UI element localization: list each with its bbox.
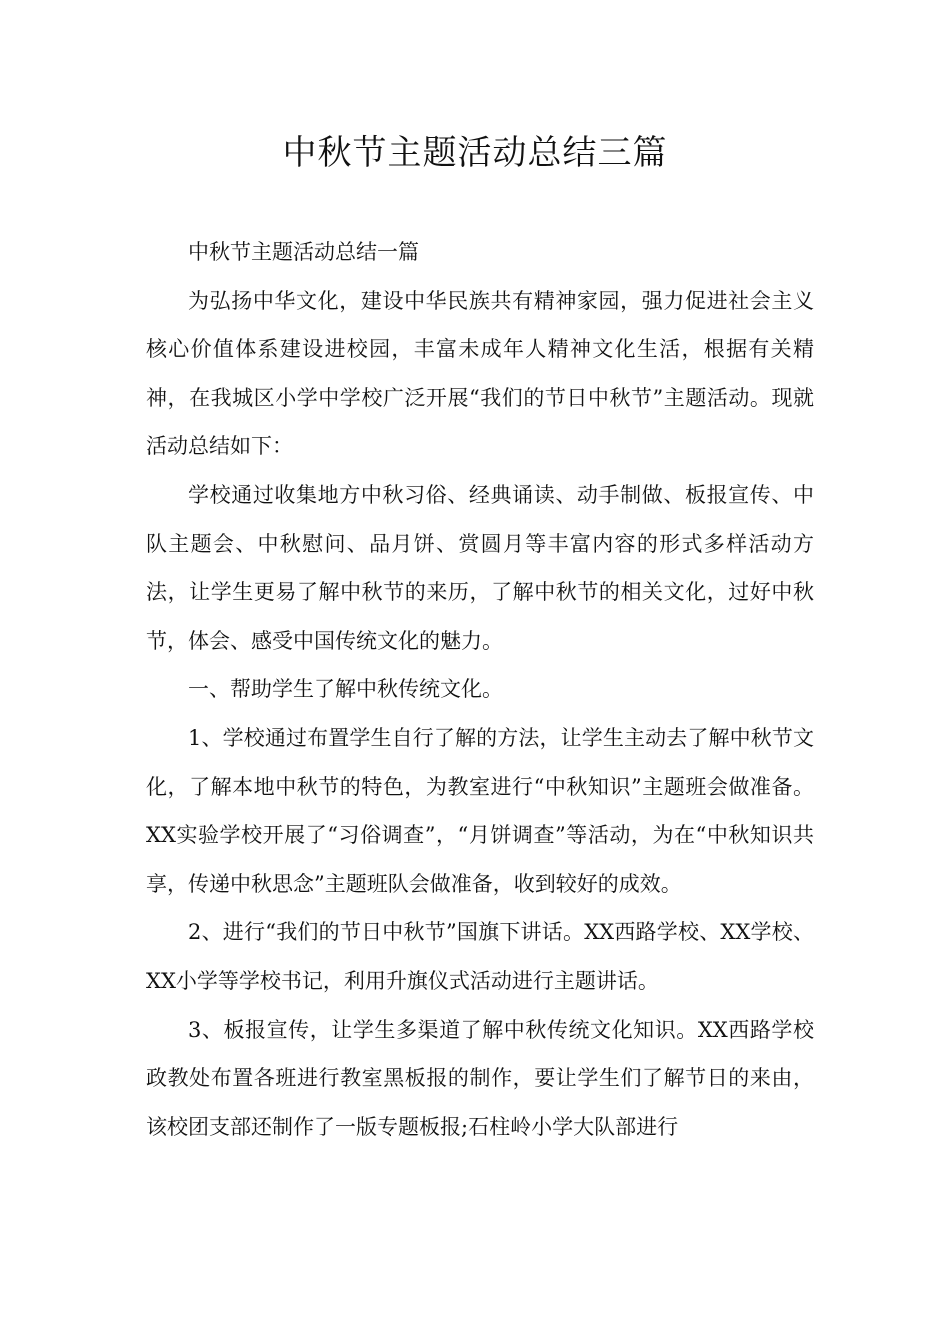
- document-body: [146, 228, 814, 1151]
- body-paragraph: 1、学校通过布置学生自行了解的方法，让学生主动去了解中秋节文化，了解本地中秋节的特色，为教室进行“中秋知识”主题班会做准备。XX实验学校开展了“习俗调查”，“月饼调查”等活动，为在“中秋知识共享，传递中秋思念”主题班队会做准备，收到较好的成效。: [146, 725, 814, 896]
- body-paragraph: 为弘扬中华文化，建设中华民族共有精神家园，强力促进社会主义核心价值体系建设进校园，丰富未成年人精神文化生活，根据有关精神，在我城区小学中学校广泛开展“我们的节日中秋节”主题活动。现就活动总结如下：: [146, 288, 814, 459]
- body-paragraph: 2、进行“我们的节日中秋节”国旗下讲话。XX西路学校、XX学校、XX小学等学校书记，利用升旗仪式活动进行主题讲话。: [146, 920, 814, 993]
- document-title: 中秋节主题活动总结三篇: [282, 133, 668, 173]
- body-paragraph: 一、帮助学生了解中秋传统文化。: [188, 677, 503, 702]
- body-paragraph: 3、板报宣传，让学生多渠道了解中秋传统文化知识。XX西路学校政教处布置各班进行教室黑板报的制作，要让学生们了解节日的来由，该校团支部还制作了一版专题板报;石柱岭小学大队部进行: [146, 1017, 814, 1139]
- section-heading: 中秋节主题活动总结一篇: [188, 240, 419, 264]
- body-paragraph: 学校通过收集地方中秋习俗、经典诵读、动手制做、板报宣传、中队主题会、中秋慰问、品月饼、赏圆月等丰富内容的形式多样活动方法，让学生更易了解中秋节的来历，了解中秋节的相关文化，过好中秋节，体会、感受中国传统文化的魅力。: [146, 482, 814, 653]
